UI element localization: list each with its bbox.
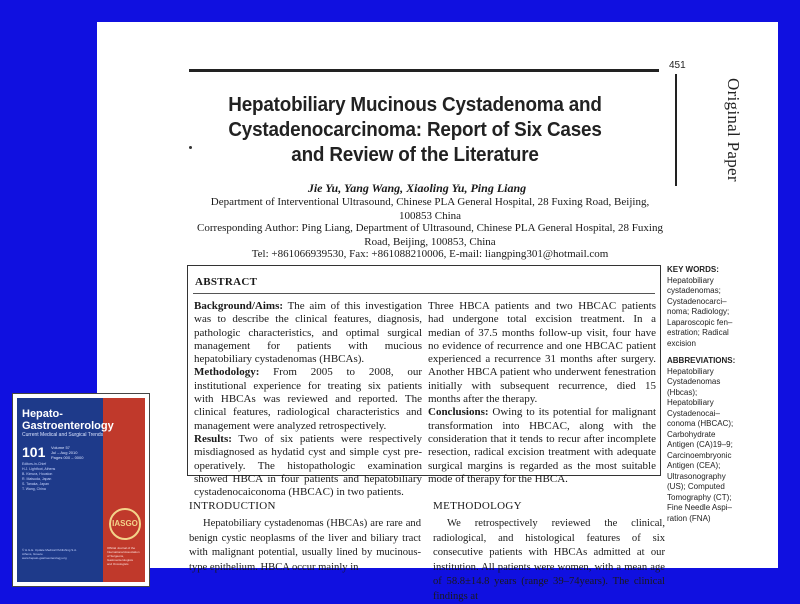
methodology-text: We retrospectively reviewed the clinical, radiological, and histological features of six consecutive patients with HBCAs admitted at our institution. All patients were women, with a mean age of 58.8±14.8 years (range 39–74years). The clinical findings at bbox=[433, 518, 665, 602]
keywords-heading: KEY WORDS: bbox=[667, 265, 719, 274]
top-rule bbox=[189, 69, 659, 72]
background-label: Background/Aims: bbox=[194, 300, 284, 312]
abstract-conclusions bbox=[428, 406, 656, 486]
cover-subtitle: Current Medical and Surgical Trends bbox=[22, 432, 104, 438]
authors: Jie Yu, Yang Wang, Xiaoling Yu, Ping Liang bbox=[307, 181, 527, 195]
ink-mark bbox=[189, 146, 192, 149]
cover-title: Hepato- Gastroenterology bbox=[22, 408, 114, 432]
journal-cover bbox=[12, 393, 150, 587]
cover-logo: IASGO bbox=[109, 508, 141, 540]
section-label: Original Paper bbox=[675, 74, 743, 186]
abstract-results-continued: Three HBCA patients and two HBCAC patients had undergone total excision treatment. In a median of 37.5 months follow-up visit, four have no evidence of recurrence and one HBCAC patient experienced a recurrence 31 months after surgery. Another HBCA patient who underwent fenestration initially with subsequent recurrence, died 15 months after the therapy. bbox=[428, 300, 656, 406]
conclusions-text: Owing to its potential for malignant transformation into HBCAC, along with the consideration that it tends to recur after incomplete resection, radical excision treatment with adequate surgical margins is regarded as the most suitable mode of therapy for the HBCA. bbox=[428, 406, 656, 485]
introduction-heading: INTRODUCTION bbox=[189, 500, 276, 512]
methodology-label: Methodology: bbox=[194, 366, 260, 379]
results-label: Results: bbox=[194, 432, 232, 445]
journal-cover-art bbox=[17, 398, 145, 582]
keywords-text: Hepatobiliary cystadenomas; Cystadenocarci– noma; Radiology; Laparoscopic fen– estration; Radical excision bbox=[667, 275, 733, 348]
corresponding-author: Corresponding Author: Ping Liang, Department of Ultrasound, Chinese PLA General Hospital, 28 Fuxing Road, Beijing, 100853, China bbox=[197, 222, 663, 248]
abstract-right-column bbox=[428, 300, 656, 486]
background-text: The aim of this investigation was to describe the clinical features, diagnosis, pathologic characteristics, and optimal surgical management for patients with mucious hepatobiliary cystadenomas (HBCAs). bbox=[194, 300, 422, 366]
methodology-heading: METHODOLOGY bbox=[433, 500, 522, 512]
abstract-box bbox=[187, 265, 661, 499]
affiliation: Department of Interventional Ultrasound, Chinese PLA General Hospital, 28 Fuxing Road, Beijing, 100853 China bbox=[210, 196, 650, 222]
abstract-methodology bbox=[194, 366, 422, 432]
cover-organization: Official Journal of the International Association of Surgeons, Gastroenterologists and Oncologists bbox=[107, 546, 140, 566]
abbreviations-heading: ABBREVIATIONS: bbox=[667, 356, 736, 365]
abstract-left-column bbox=[194, 300, 422, 499]
results-text: Two of six patients were respectively misdiagnosed as hydatid cyst and simple cyst pre-operatively. The histopathologic examination showed HBCA in four patients and hepatobiliary cystadenocaiconoma (HBCAC) in two patients. bbox=[194, 432, 422, 499]
abbreviations-text: Hepatobiliary Cystadenomas (Hbcas); Hepatobiliary Cystadenocai– conoma (HBCAC); Carbohydrate Antigen (CA)19–9; Carcinoembryonic Antigen (CEA); Ultrasonography (US); Computed Tomography (CT); Fine Needle Aspi– ration (FNA) bbox=[667, 366, 734, 523]
abstract-divider bbox=[193, 293, 655, 294]
cover-publisher: © H.G.E. Update Medical Publishing S.A. Athens, Greece www.hepato-gastroenterology.org bbox=[22, 548, 77, 560]
methodology-text: From 2005 to 2008, our institutional experience for treating six patients with HBCAs was reviewed and reported. The clinical features, radiological characteristics and management were analyzed retrospectively. bbox=[194, 366, 422, 432]
abstract-heading: ABSTRACT bbox=[195, 276, 258, 288]
cover-issue-number: 101 bbox=[22, 444, 46, 460]
contact-info: Tel: +861066939530, Fax: +861088210006, E-mail: liangping301@hotmail.com bbox=[251, 248, 609, 260]
article-title: Hepatobiliary Mucinous Cystadenoma and Cystadenocarcinoma: Report of Six Cases and Review of the Literature bbox=[228, 93, 602, 166]
abstract-results bbox=[194, 433, 422, 499]
abstract-background bbox=[194, 300, 422, 366]
introduction-text: Hepatobiliary cystadenomas (HBCAs) are rare and benign cystic neoplasms of the liver and biliary tract with malignant potential, usually lined by mucinous-type epithelium. HBCA occur mainly in bbox=[189, 518, 421, 573]
cover-volume-info: Volume 57 Jul – Aug 2010 Pages 000 – 0000 bbox=[51, 445, 84, 460]
keywords-sidebar bbox=[667, 265, 741, 531]
page-number: 451 bbox=[669, 60, 686, 71]
paper-page bbox=[97, 22, 778, 602]
conclusions-label: Conclusions: bbox=[428, 406, 489, 419]
cover-editors: Editors-in-Chief H.J. Lightfoot, Athens B. Kimura, Houston R. Matsuda, Japan S. Tanaka, Japan T. Wang, China bbox=[22, 462, 56, 491]
